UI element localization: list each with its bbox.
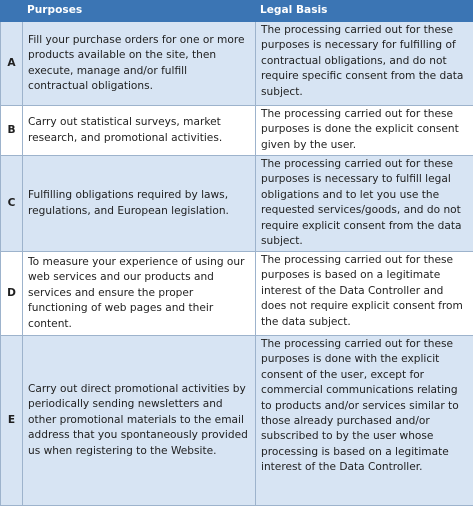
purpose-cell: To measure your experience of using our web services and our products and services and ensure the proper functioning of web pages and their content. [23, 252, 256, 336]
table-row [1, 156, 473, 252]
row-letter: B [1, 106, 23, 156]
table-row [1, 22, 473, 106]
purpose-cell: Carry out statistical surveys, market research, and promotional activities. [23, 106, 256, 156]
purpose-cell: Fill your purchase orders for one or more products available on the site, then execute, manage and/or fulfill contractual obligations. [23, 22, 256, 106]
table-row [1, 336, 473, 506]
purpose-cell: Carry out direct promotional activities by periodically sending newsletters and other promotional materials to the email address that you spontaneously provided us when registering to the Website. [23, 336, 256, 506]
purpose-cell: Fulfilling obligations required by laws, regulations, and European legislation. [23, 156, 256, 252]
legal-basis-cell: The processing carried out for these purposes is done the explicit consent given by the user. [256, 106, 473, 156]
header-letter-cell [1, 1, 23, 22]
table-row [1, 106, 473, 156]
row-letter: A [1, 22, 23, 106]
header-purposes: Purposes [23, 1, 256, 22]
row-letter: C [1, 156, 23, 252]
legal-basis-cell: The processing carried out for these purposes is done with the explicit consent of the user, except for commercial communications relating to products and/or services similar to those already purchased and/or subscribed to by the user whose processing is based on a legitimate interest of the Data Controller. [256, 336, 473, 506]
table-header-row [1, 1, 473, 22]
legal-basis-cell: The processing carried out for these purposes is necessary to fulfill legal obligations and to let you use the requested services/goods, and do not require explicit consent from the data subject. [256, 156, 473, 252]
legal-basis-cell: The processing carried out for these purposes is based on a legitimate interest of the Data Controller and does not require explicit consent from the data subject. [256, 252, 473, 336]
table-row [1, 252, 473, 336]
legal-basis-cell: The processing carried out for these purposes is necessary for fulfilling of contractual obligations, and do not require specific consent from the data subject. [256, 22, 473, 106]
row-letter: E [1, 336, 23, 506]
row-letter: D [1, 252, 23, 336]
header-legal-basis: Legal Basis [256, 1, 473, 22]
